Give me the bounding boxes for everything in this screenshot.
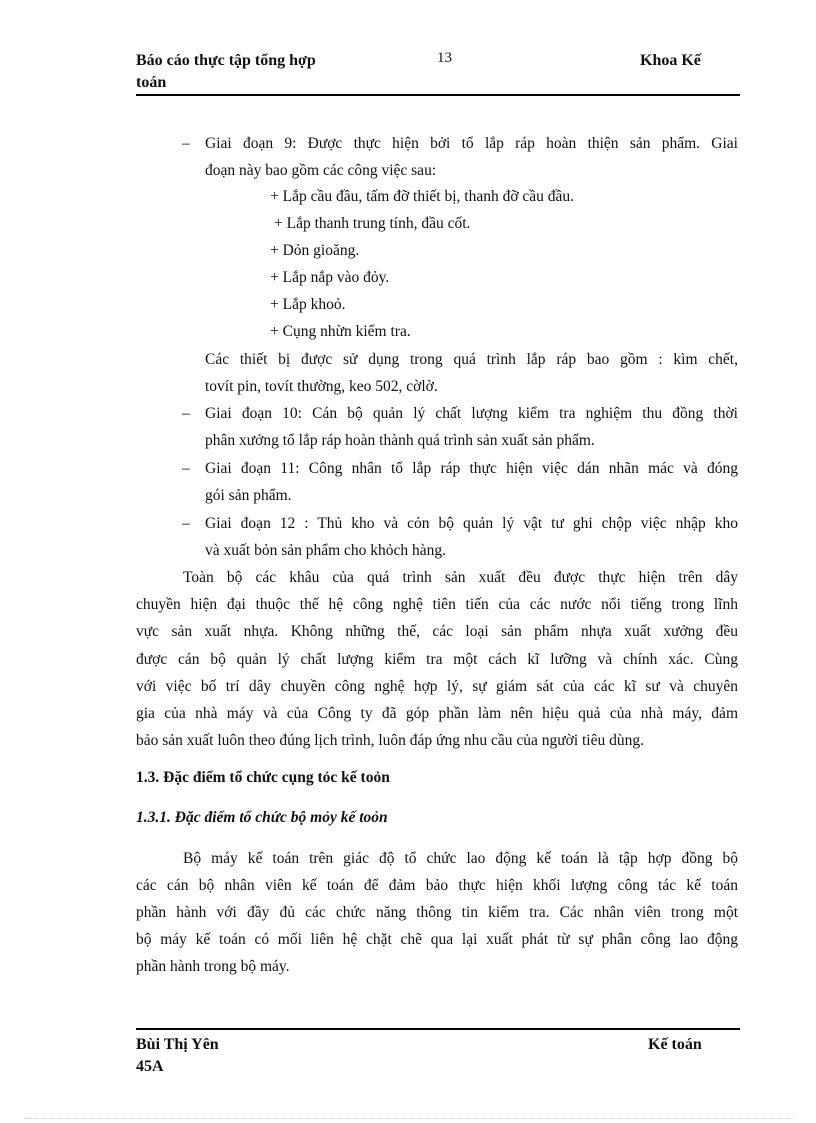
section-heading-1-3-1: 1.3.1. Đặc điểm tổ chức bộ mỏy kế toỏn xyxy=(136,809,388,826)
footer-rule xyxy=(136,1028,740,1030)
paragraph1-line: bảo sản xuất luôn theo đúng lịch trình, luôn đáp ứng nhu cầu của người tiêu dùng. xyxy=(136,732,644,749)
bullet-dash: – xyxy=(182,135,190,152)
equipment-line1: Các thiết bị được sử dụng trong quá trình lắp ráp bao gồm : kìm chết, xyxy=(205,351,738,368)
paragraph1-line: được cán bộ quản lý chất lượng kiểm tra một cách kĩ lưỡng và chính xác. Cùng xyxy=(136,651,738,668)
stage10-line1: Giai đoạn 10: Cán bộ quản lý chất lượng kiểm tra nghiệm thu đồng thời xyxy=(205,405,738,422)
task-item: + Lắp thanh trung tính, đầu cốt. xyxy=(274,215,471,232)
stage11-line1: Giai đoạn 11: Công nhân tổ lắp ráp thực hiện việc dán nhãn mác và đóng xyxy=(205,460,738,477)
paragraph2-line: các cán bộ nhân viên kế toán để đảm bảo thực hiện khối lượng công tác kế toán xyxy=(136,877,738,894)
task-item: + Lắp nắp vào đỏy. xyxy=(270,269,390,286)
stage11-line2: gói sản phẩm. xyxy=(205,487,292,504)
paragraph2-line: Bộ máy kế toán trên giác độ tổ chức lao động kế toán là tập hợp đồng bộ xyxy=(183,850,738,867)
page-number: 13 xyxy=(437,50,452,66)
paragraph2-line: bộ máy kế toán có mối liên hệ chặt chẽ qua lại xuất phát từ sự phân công lao động xyxy=(136,931,738,948)
task-item: + Lắp khoỏ. xyxy=(270,296,346,313)
footer-department: Kế toán xyxy=(648,1036,702,1053)
equipment-line2: tovít pin, tovít thường, keo 502, cờlờ. xyxy=(205,378,438,395)
header-rule xyxy=(136,94,740,96)
footer-author xyxy=(136,1034,219,1078)
task-item: + Lắp cầu đầu, tấm đỡ thiết bị, thanh đỡ cầu đầu. xyxy=(270,188,575,205)
task-item: + Dỏn gioăng. xyxy=(270,242,360,259)
header-department: Khoa Kế xyxy=(640,52,701,69)
paragraph1-line: chuyền hiện đại thuộc thế hệ công nghệ tiên tiến của các nước nổi tiếng trong lĩnh xyxy=(136,596,738,613)
header-title xyxy=(136,50,366,94)
header-title-line2: toán xyxy=(136,74,167,91)
paragraph2-line: phần hành với đầy đủ các chức năng thông tin kiểm tra. Các nhân viên trong một xyxy=(136,904,738,921)
bullet-dash: – xyxy=(182,460,190,477)
stage12-line2: và xuất bỏn sản phẩm cho khỏch hàng. xyxy=(205,542,447,559)
stage9-line2: đoạn này bao gồm các công việc sau: xyxy=(205,162,437,179)
paragraph2-line: phần hành trong bộ máy. xyxy=(136,958,290,975)
footer-author-line1: Bùi Thị Yên xyxy=(136,1036,219,1053)
header-title-line1: Báo cáo thực tập tổng hợp xyxy=(136,52,316,69)
section-heading-1-3: 1.3. Đặc điểm tổ chức cụng tỏc kế toỏn xyxy=(136,769,390,786)
task-item: + Cụng nhừn kiểm tra. xyxy=(270,323,411,340)
paragraph1-line: vực sản xuất nhựa. Không những thế, các loại sản phẩm nhựa xuất xưởng đều xyxy=(136,623,738,640)
paragraph1-line: với việc bố trí dây chuyền công nghệ hợp lý, sự giám sát của các kĩ sư và chuyên xyxy=(136,678,738,695)
footer-author-line2: 45A xyxy=(136,1058,164,1075)
bullet-dash: – xyxy=(182,515,190,532)
bullet-dash: – xyxy=(182,405,190,422)
paragraph1-line: Toàn bộ các khâu của quá trình sản xuất đều được thực hiện trên dây xyxy=(183,569,738,586)
stage12-line1: Giai đoạn 12 : Thủ kho và cỏn bộ quản lý vật tư ghi chộp việc nhập kho xyxy=(205,515,738,532)
page-edge-divider xyxy=(24,1118,794,1119)
stage9-line1: Giai đoạn 9: Được thực hiện bởi tổ lắp ráp hoàn thiện sản phẩm. Giai xyxy=(205,135,738,152)
paragraph1-line: gia của nhà máy và của Công ty đã góp phần làm nên hiệu quả của nhà máy, đảm xyxy=(136,705,738,722)
stage10-line2: phân xưởng tổ lắp ráp hoàn thành quá trình sản xuất sản phẩm. xyxy=(205,432,595,449)
